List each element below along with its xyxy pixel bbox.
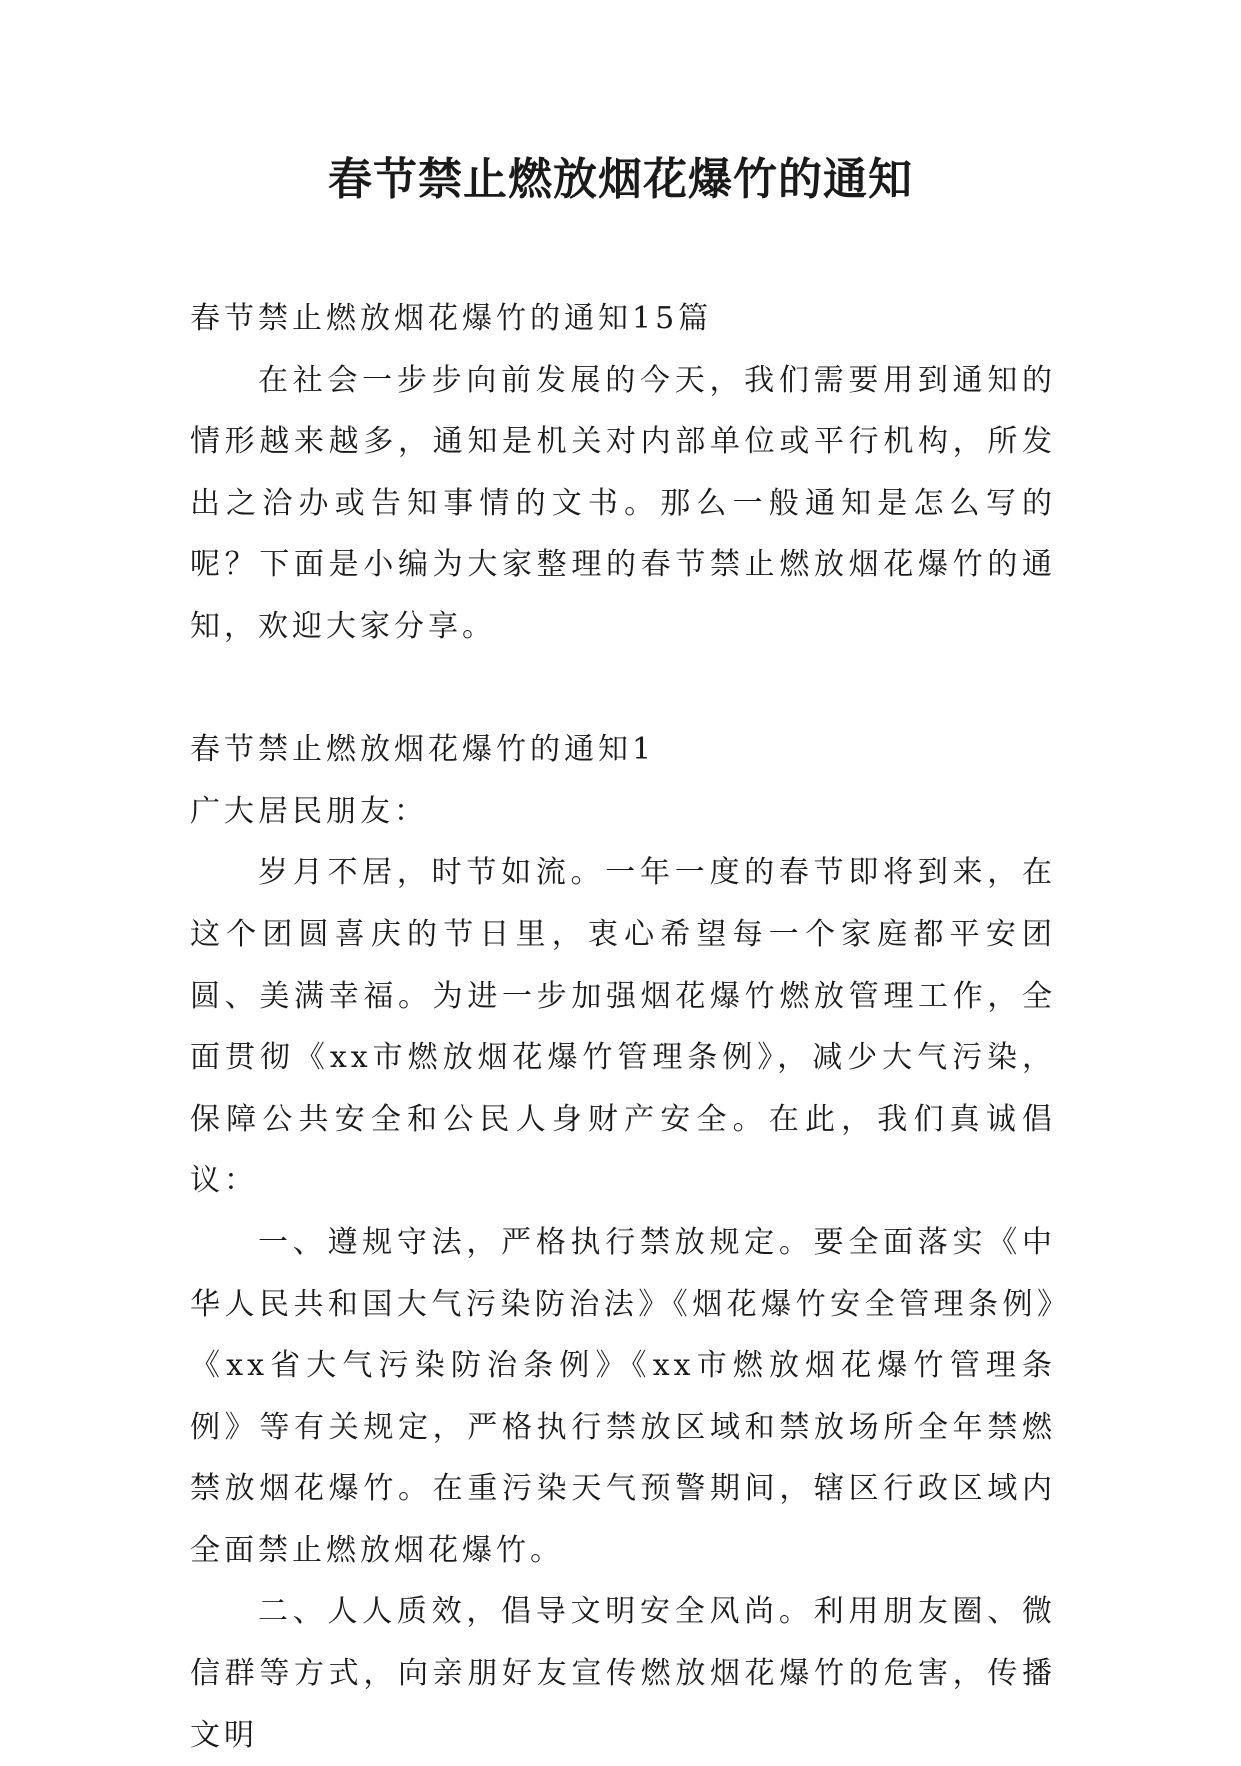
paragraph-gap [190,658,1056,720]
body-paragraph: 一、遵规守法，严格执行禁放规定。要全面落实《中华人民共和国大气污染防治法》《烟花爆竹安全管理条例》《xx省大气污染防治条例》《xx市燃放烟花爆竹管理条例》等有关规定，严格执行禁放区域和禁放场所全年禁燃禁放烟花爆竹。在重污染天气预警期间，辖区行政区域内全面禁止燃放烟花爆竹。 [190,1224,1056,1568]
body-paragraph: 二、人人质效，倡导文明安全风尚。利用朋友圈、微信群等方式，向亲朋好友宣传燃放烟花爆竹的危害，传播文明 [190,1594,1056,1753]
document-subtitle: 春节禁止燃放烟花爆竹的通知15篇 [190,301,713,336]
document-body [190,288,1056,1766]
section-heading: 春节禁止燃放烟花爆竹的通知1 [190,732,656,768]
salutation: 广大居民朋友： [190,793,428,829]
intro-paragraph: 在社会一步步向前发展的今天，我们需要用到通知的情形越来越多，通知是机关对内部单位或平行机构，所发出之洽办或告知事情的文书。那么一般通知是怎么写的呢？下面是小编为大家整理的春节禁止燃放烟花爆竹的通知，欢迎大家分享。 [190,362,1056,644]
body-paragraph: 岁月不居，时节如流。一年一度的春节即将到来，在这个团圆喜庆的节日里，衷心希望每一个家庭都平安团圆、美满幸福。为进一步加强烟花爆竹燃放管理工作，全面贯彻《xx市燃放烟花爆竹管理条例》，减少大气污染，保障公共安全和公民人身财产安全。在此，我们真诚倡议： [190,855,1056,1199]
document-title: 春节禁止燃放烟花爆竹的通知 [328,154,913,205]
